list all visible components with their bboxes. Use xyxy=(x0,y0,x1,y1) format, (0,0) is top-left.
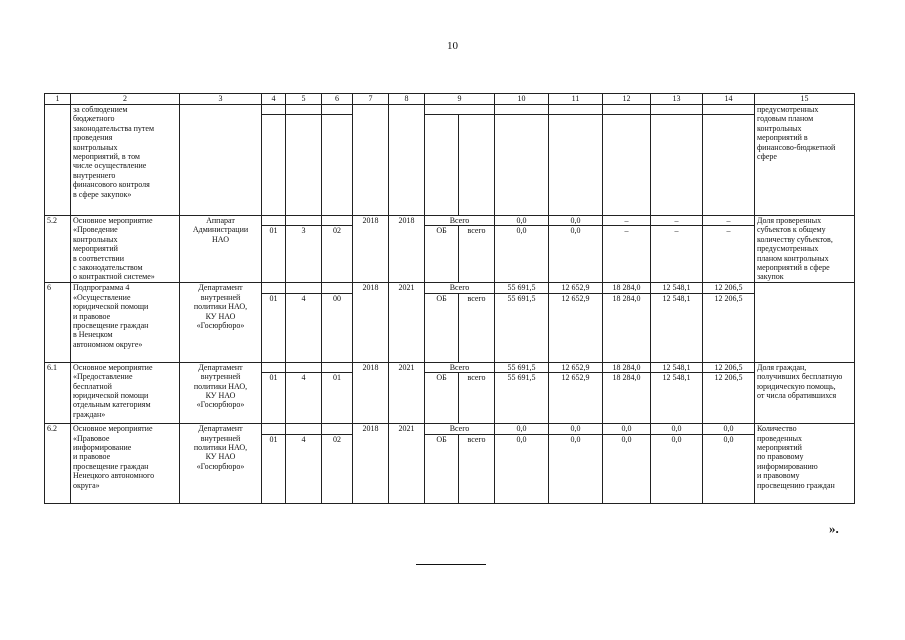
code-cell-top xyxy=(322,105,353,115)
footer-rule xyxy=(416,564,486,565)
code-cell: 01 xyxy=(262,373,286,424)
text-line: за соблюдением xyxy=(73,105,128,114)
text-line: проведенных xyxy=(757,433,803,443)
target-indicator xyxy=(755,283,855,362)
code-cell-top xyxy=(262,283,286,293)
text-line: и правовое xyxy=(73,311,111,321)
amount-cell: 18 284,0 xyxy=(603,373,651,424)
text-line: политики НАО, xyxy=(193,443,248,453)
text-line: контрольных xyxy=(757,123,802,133)
header-cell: 9 xyxy=(425,94,495,105)
executor xyxy=(180,424,262,503)
text-line: просвещению граждан xyxy=(757,480,835,490)
amount-cell: 12 652,9 xyxy=(549,293,603,362)
row-number: 6.1 xyxy=(45,362,71,423)
amount-cell: – xyxy=(651,226,703,283)
text-line: юридической помощи xyxy=(73,391,149,401)
amount-cell: 18 284,0 xyxy=(603,283,651,293)
amount-cell: 0,0 xyxy=(495,216,549,226)
header-cell: 4 xyxy=(262,94,286,105)
amount-cell: 0,0 xyxy=(495,434,549,503)
text-line: финансово-бюджетной xyxy=(757,142,836,152)
code-cell-top xyxy=(262,424,286,434)
activity-name xyxy=(71,105,180,216)
amount-cell xyxy=(651,105,703,115)
year-end: 2021 xyxy=(389,362,425,423)
target-indicator xyxy=(755,424,855,503)
text-line: «Госюрбюро» xyxy=(196,321,245,331)
text-line: округа» xyxy=(73,480,100,490)
text-line: мероприятий xyxy=(73,244,118,254)
text-line: контрольных xyxy=(73,234,118,244)
target-indicator xyxy=(755,216,855,283)
source-total: Всего xyxy=(425,424,495,434)
amount-cell: 55 691,5 xyxy=(495,362,549,372)
text-line: количеству субъектов, xyxy=(757,234,833,244)
text-line: финансового контроля xyxy=(73,180,150,190)
code-cell-top xyxy=(262,216,286,226)
text-line: Доля проверенных xyxy=(757,216,822,225)
source-total: Всего xyxy=(425,283,495,293)
target-indicator xyxy=(755,105,855,216)
amount-cell: 0,0 xyxy=(603,424,651,434)
text-line: КУ НАО xyxy=(205,391,236,401)
code-cell: 01 xyxy=(262,434,286,503)
text-line: Основное мероприятие xyxy=(73,424,153,434)
amount-cell: 0,0 xyxy=(703,434,755,503)
text-line: бюджетного xyxy=(73,114,115,124)
source-total: Всего xyxy=(425,216,495,226)
text-line: планом контрольных xyxy=(757,253,829,263)
amount-cell xyxy=(703,115,755,216)
amount-cell: 0,0 xyxy=(549,226,603,283)
code-cell: 3 xyxy=(286,226,322,283)
amount-cell: – xyxy=(703,216,755,226)
text-line: внутренней xyxy=(200,433,241,443)
text-line: в сфере закупок» xyxy=(73,189,132,199)
amount-cell xyxy=(603,115,651,216)
amount-cell xyxy=(495,115,549,216)
text-line: информирование xyxy=(73,443,132,453)
executor xyxy=(180,283,262,362)
source-total-lower: всего xyxy=(459,373,495,424)
text-line: законодательства путем xyxy=(73,123,155,133)
text-line: в Ненецком xyxy=(73,330,113,340)
text-line: юридической помощи xyxy=(73,302,149,312)
text-line: внутреннего xyxy=(73,170,116,180)
amount-cell: 12 548,1 xyxy=(651,283,703,293)
code-cell: 01 xyxy=(322,373,353,424)
text-line: Основное мероприятие xyxy=(73,362,153,372)
executor xyxy=(180,362,262,423)
amount-cell: – xyxy=(651,216,703,226)
amount-cell xyxy=(703,105,755,115)
year-end: 2021 xyxy=(389,283,425,362)
code-cell-top xyxy=(262,362,286,372)
activity-name xyxy=(71,283,180,362)
code-cell-top xyxy=(262,105,286,115)
header-cell: 11 xyxy=(549,94,603,105)
code-cell-top xyxy=(286,283,322,293)
text-line: автономном округе» xyxy=(73,339,143,349)
source-total: Всего xyxy=(425,362,495,372)
text-line: Аппарат xyxy=(206,216,235,225)
text-line: мероприятий, в том xyxy=(73,152,140,162)
program-table xyxy=(44,93,855,504)
text-line: бесплатной xyxy=(73,381,112,391)
text-line: «Госюрбюро» xyxy=(196,461,245,471)
text-line: Департамент xyxy=(198,424,243,434)
code-cell-top xyxy=(322,424,353,434)
source-total xyxy=(425,105,495,115)
amount-cell: 55 691,5 xyxy=(495,293,549,362)
table-row xyxy=(45,424,855,434)
source-budget: ОБ xyxy=(425,373,459,424)
source-budget xyxy=(425,115,459,216)
amount-cell: – xyxy=(703,226,755,283)
text-line: просвещение граждан xyxy=(73,321,149,331)
source-budget: ОБ xyxy=(425,434,459,503)
amount-cell: 12 548,1 xyxy=(651,293,703,362)
activity-name xyxy=(71,424,180,503)
activity-name xyxy=(71,362,180,423)
amount-cell: – xyxy=(603,216,651,226)
text-line: «Правовое xyxy=(73,433,110,443)
code-cell-top xyxy=(322,283,353,293)
code-cell: 01 xyxy=(262,226,286,283)
text-line: в соответствии xyxy=(73,253,124,263)
row-number xyxy=(45,105,71,216)
text-line: о контрактной системе» xyxy=(73,272,155,282)
text-line: сфере xyxy=(757,152,777,162)
page-number: 10 xyxy=(447,40,458,52)
target-indicator xyxy=(755,362,855,423)
text-line: отдельным категориям xyxy=(73,400,151,410)
amount-cell xyxy=(603,105,651,115)
source-total-lower: всего xyxy=(459,226,495,283)
code-cell-top xyxy=(322,362,353,372)
amount-cell: 0,0 xyxy=(549,216,603,226)
amount-cell: 0,0 xyxy=(651,434,703,503)
row-number: 6 xyxy=(45,283,71,362)
source-total-lower: всего xyxy=(459,434,495,503)
header-row xyxy=(45,94,855,105)
text-line: годовым планом xyxy=(757,114,814,124)
code-cell: 00 xyxy=(322,293,353,362)
year-start: 2018 xyxy=(353,362,389,423)
amount-cell: 18 284,0 xyxy=(603,293,651,362)
amount-cell: 0,0 xyxy=(495,226,549,283)
amount-cell: 12 652,9 xyxy=(549,283,603,293)
text-line: Подпрограмма 4 xyxy=(73,283,130,293)
header-cell: 10 xyxy=(495,94,549,105)
row-number: 5.2 xyxy=(45,216,71,283)
code-cell-top xyxy=(286,362,322,372)
amount-cell: 12 206,5 xyxy=(703,362,755,372)
table-row xyxy=(45,283,855,293)
text-line: по правовому xyxy=(757,452,804,462)
executor xyxy=(180,216,262,283)
text-line: Департамент xyxy=(198,362,243,372)
header-cell: 12 xyxy=(603,94,651,105)
text-line: Департамент xyxy=(198,283,243,293)
amount-cell: 55 691,5 xyxy=(495,283,549,293)
header-cell: 7 xyxy=(353,94,389,105)
table-row xyxy=(45,362,855,372)
year-end: 2018 xyxy=(389,216,425,283)
text-line: мероприятий xyxy=(757,443,802,453)
text-line: «Осуществление xyxy=(73,292,131,302)
text-line: политики НАО, xyxy=(193,302,248,312)
amount-cell: 12 206,5 xyxy=(703,293,755,362)
amount-cell xyxy=(651,115,703,216)
amount-cell xyxy=(495,105,549,115)
amount-cell: – xyxy=(603,226,651,283)
text-line: предусмотренных xyxy=(757,244,819,254)
text-line: мероприятий в сфере xyxy=(757,263,830,273)
text-line: «Госюрбюро» xyxy=(196,400,245,410)
text-line: политики НАО, xyxy=(193,381,248,391)
text-line: КУ НАО xyxy=(205,311,236,321)
code-cell-top xyxy=(286,424,322,434)
text-line: внутренней xyxy=(200,292,241,302)
year-start: 2018 xyxy=(353,424,389,503)
table-row xyxy=(45,216,855,226)
executor xyxy=(180,105,262,216)
amount-cell: 0,0 xyxy=(603,434,651,503)
text-line: «Проведение xyxy=(73,225,118,235)
year-end xyxy=(389,105,425,216)
source-budget: ОБ xyxy=(425,293,459,362)
code-cell: 4 xyxy=(286,373,322,424)
code-cell: 02 xyxy=(322,434,353,503)
year-end: 2021 xyxy=(389,424,425,503)
text-line: «Предоставление xyxy=(73,372,133,382)
source-total-lower xyxy=(459,115,495,216)
text-line: числе осуществление xyxy=(73,161,147,171)
amount-cell: 12 548,1 xyxy=(651,362,703,372)
code-cell-top xyxy=(286,105,322,115)
code-cell: 4 xyxy=(286,434,322,503)
text-line: и правовому xyxy=(757,471,800,481)
amount-cell: 18 284,0 xyxy=(603,362,651,372)
text-line: получивших бесплатную xyxy=(757,372,843,382)
amount-cell: 12 206,5 xyxy=(703,373,755,424)
text-line: субъектов к общему xyxy=(757,225,826,235)
text-line: просвещение граждан xyxy=(73,461,149,471)
amount-cell: 0,0 xyxy=(703,424,755,434)
header-cell: 8 xyxy=(389,94,425,105)
source-budget: ОБ xyxy=(425,226,459,283)
text-line: граждан» xyxy=(73,409,106,419)
text-line: НАО xyxy=(212,234,229,244)
amount-cell: 12 206,5 xyxy=(703,283,755,293)
code-cell: 01 xyxy=(262,293,286,362)
activity-name xyxy=(71,216,180,283)
text-line: и правовое xyxy=(73,452,111,462)
code-cell xyxy=(262,115,286,216)
amount-cell: 0,0 xyxy=(651,424,703,434)
text-line: с законодательством xyxy=(73,263,143,273)
text-line: контрольных xyxy=(73,142,118,152)
code-cell-top xyxy=(286,216,322,226)
header-cell: 6 xyxy=(322,94,353,105)
text-line: юридическую помощь, xyxy=(757,381,836,391)
amount-cell xyxy=(549,105,603,115)
amount-cell: 0,0 xyxy=(549,434,603,503)
code-cell: 02 xyxy=(322,226,353,283)
text-line: Ненецкого автономного xyxy=(73,471,155,481)
text-line: информированию xyxy=(757,461,818,471)
amount-cell: 12 548,1 xyxy=(651,373,703,424)
header-cell: 15 xyxy=(755,94,855,105)
amount-cell: 0,0 xyxy=(549,424,603,434)
code-cell xyxy=(322,115,353,216)
amount-cell: 55 691,5 xyxy=(495,373,549,424)
amount-cell xyxy=(549,115,603,216)
text-line: проведения xyxy=(73,133,113,143)
year-start: 2018 xyxy=(353,283,389,362)
amount-cell: 12 652,9 xyxy=(549,362,603,372)
closing-quote-mark: ». xyxy=(829,521,839,536)
year-start xyxy=(353,105,389,216)
text-line: Администрации xyxy=(192,225,249,235)
table-row xyxy=(45,105,855,115)
text-line: КУ НАО xyxy=(205,452,236,462)
text-line: внутренней xyxy=(200,372,241,382)
text-line: закупок xyxy=(757,272,784,282)
code-cell: 4 xyxy=(286,293,322,362)
text-line: Доля граждан, xyxy=(757,362,807,372)
header-cell: 3 xyxy=(180,94,262,105)
text-line: от числа обратившихся xyxy=(757,391,837,401)
row-number: 6.2 xyxy=(45,424,71,503)
header-cell: 1 xyxy=(45,94,71,105)
text-line: Основное мероприятие xyxy=(73,216,153,225)
text-line: предусмотренных xyxy=(757,105,819,114)
header-cell: 14 xyxy=(703,94,755,105)
year-start: 2018 xyxy=(353,216,389,283)
source-total-lower: всего xyxy=(459,293,495,362)
header-cell: 5 xyxy=(286,94,322,105)
text-line: мероприятий в xyxy=(757,133,808,143)
amount-cell: 0,0 xyxy=(495,424,549,434)
amount-cell: 12 652,9 xyxy=(549,373,603,424)
code-cell-top xyxy=(322,216,353,226)
code-cell xyxy=(286,115,322,216)
header-cell: 2 xyxy=(71,94,180,105)
text-line: Количество xyxy=(757,424,797,434)
header-cell: 13 xyxy=(651,94,703,105)
